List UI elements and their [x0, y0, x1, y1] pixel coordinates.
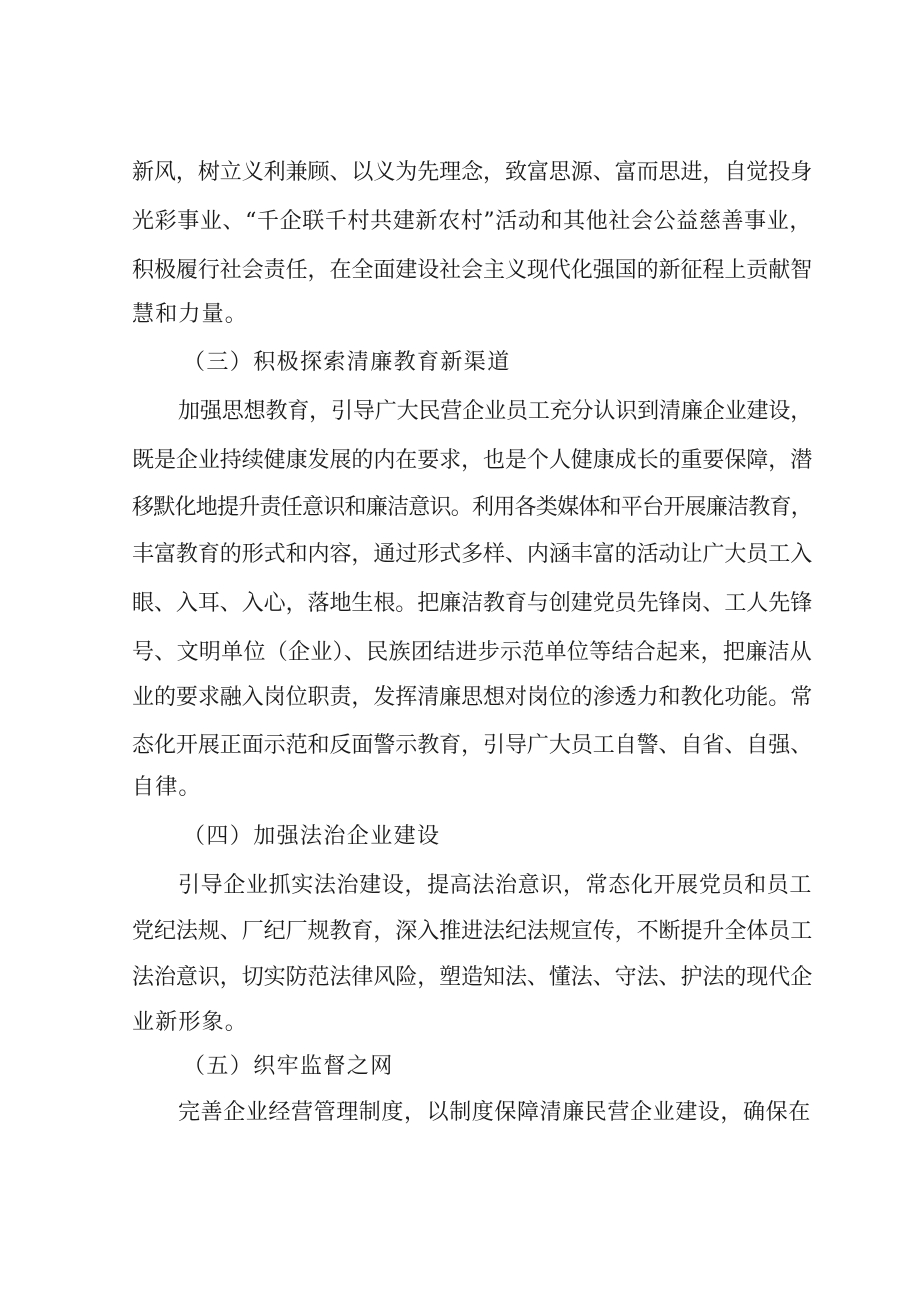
paragraph-3-line-4: 业新形象。	[132, 1010, 249, 1035]
paragraph-1-line-4: 慧和力量。	[132, 302, 249, 327]
paragraph-1-line-3: 积极履行社会责任，在全面建设社会主义现代化强国的新征程上贡献智	[132, 258, 812, 283]
paragraph-3-line-3: 法治意识，切实防范法律风险，塑造知法、懂法、守法、护法的现代企	[132, 965, 812, 990]
paragraph-2-line-7: 业的要求融入岗位职责，发挥清廉思想对岗位的渗透力和教化功能。常	[132, 685, 812, 710]
section-heading-4: （四）加强法治企业建设	[183, 824, 441, 849]
paragraph-1-line-1: 新风，树立义利兼顾、以义为先理念，致富思源、富而思进，自觉投身	[132, 160, 812, 185]
section-heading-3: （三）积极探索清廉教育新渠道	[183, 350, 511, 375]
paragraph-2-line-2: 既是企业持续健康发展的内在要求，也是个人健康成长的重要保障，潜	[132, 448, 812, 473]
paragraph-2-line-9: 自律。	[132, 775, 202, 800]
paragraph-2-line-6: 号、文明单位（企业）、民族团结进步示范单位等结合起来，把廉洁从	[132, 640, 812, 665]
paragraph-2-line-1: 加强思想教育，引导广大民营企业员工充分认识到清廉企业建设，	[178, 399, 812, 424]
paragraph-2-line-8: 态化开展正面示范和反面警示教育，引导广大员工自警、自省、自强、	[132, 733, 812, 758]
paragraph-2-line-3: 移默化地提升责任意识和廉洁意识。利用各类媒体和平台开展廉洁教育，	[132, 495, 812, 520]
paragraph-1-line-2: 光彩事业、“千企联千村共建新农村”活动和其他社会公益慈善事业，	[132, 209, 812, 234]
paragraph-3-line-2: 党纪法规、厂纪厂规教育，深入推进法纪法规宣传，不断提升全体员工	[132, 919, 812, 944]
paragraph-3-line-1: 引导企业抓实法治建设，提高法治意识，常态化开展党员和员工	[178, 873, 812, 898]
paragraph-2-line-4: 丰富教育的形式和内容，通过形式多样、内涵丰富的活动让广大员工入	[132, 542, 812, 567]
paragraph-2-line-5: 眼、入耳、入心，落地生根。把廉洁教育与创建党员先锋岗、工人先锋	[132, 591, 812, 616]
section-heading-5: （五）织牢监督之网	[183, 1054, 394, 1079]
paragraph-4-line-1: 完善企业经营管理制度，以制度保障清廉民营企业建设，确保在	[178, 1100, 811, 1125]
